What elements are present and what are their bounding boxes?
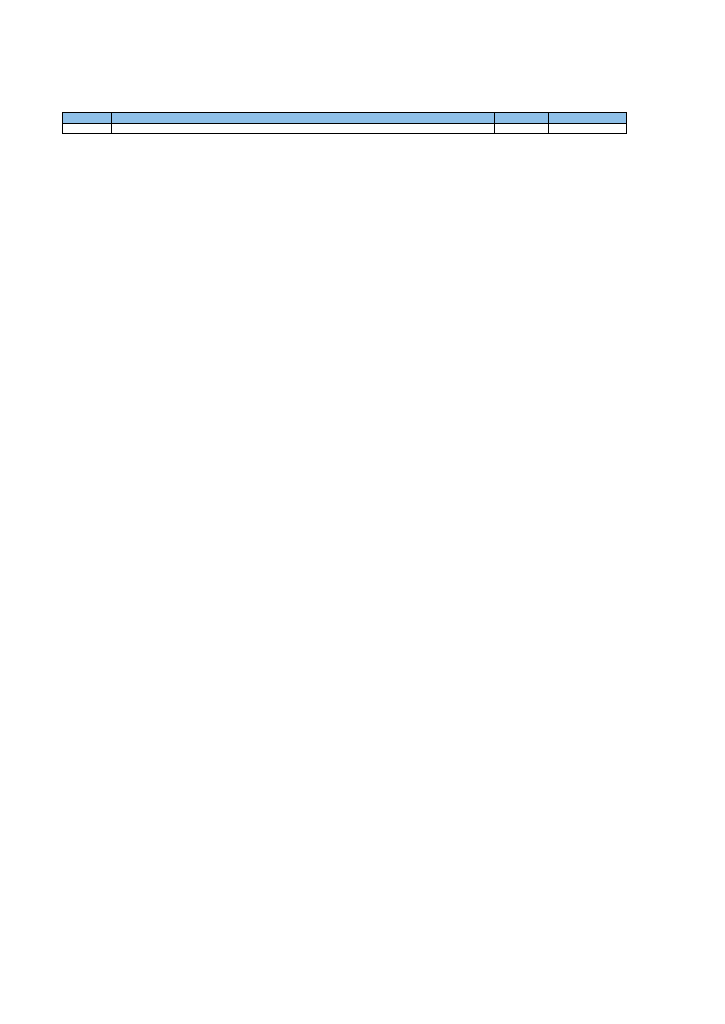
- table-header-row: [63, 113, 627, 124]
- table-row: [63, 123, 627, 134]
- wehrfritz-logo: [505, 60, 620, 61]
- catalog-page-cell: [549, 123, 627, 134]
- article-number-cell: [63, 123, 112, 134]
- column-header: [112, 113, 495, 124]
- column-header: [495, 113, 549, 124]
- column-header: [549, 113, 627, 124]
- column-header: [63, 113, 112, 124]
- product-table: [62, 112, 627, 134]
- price-cell: [495, 123, 549, 134]
- article-name-cell: [112, 123, 495, 134]
